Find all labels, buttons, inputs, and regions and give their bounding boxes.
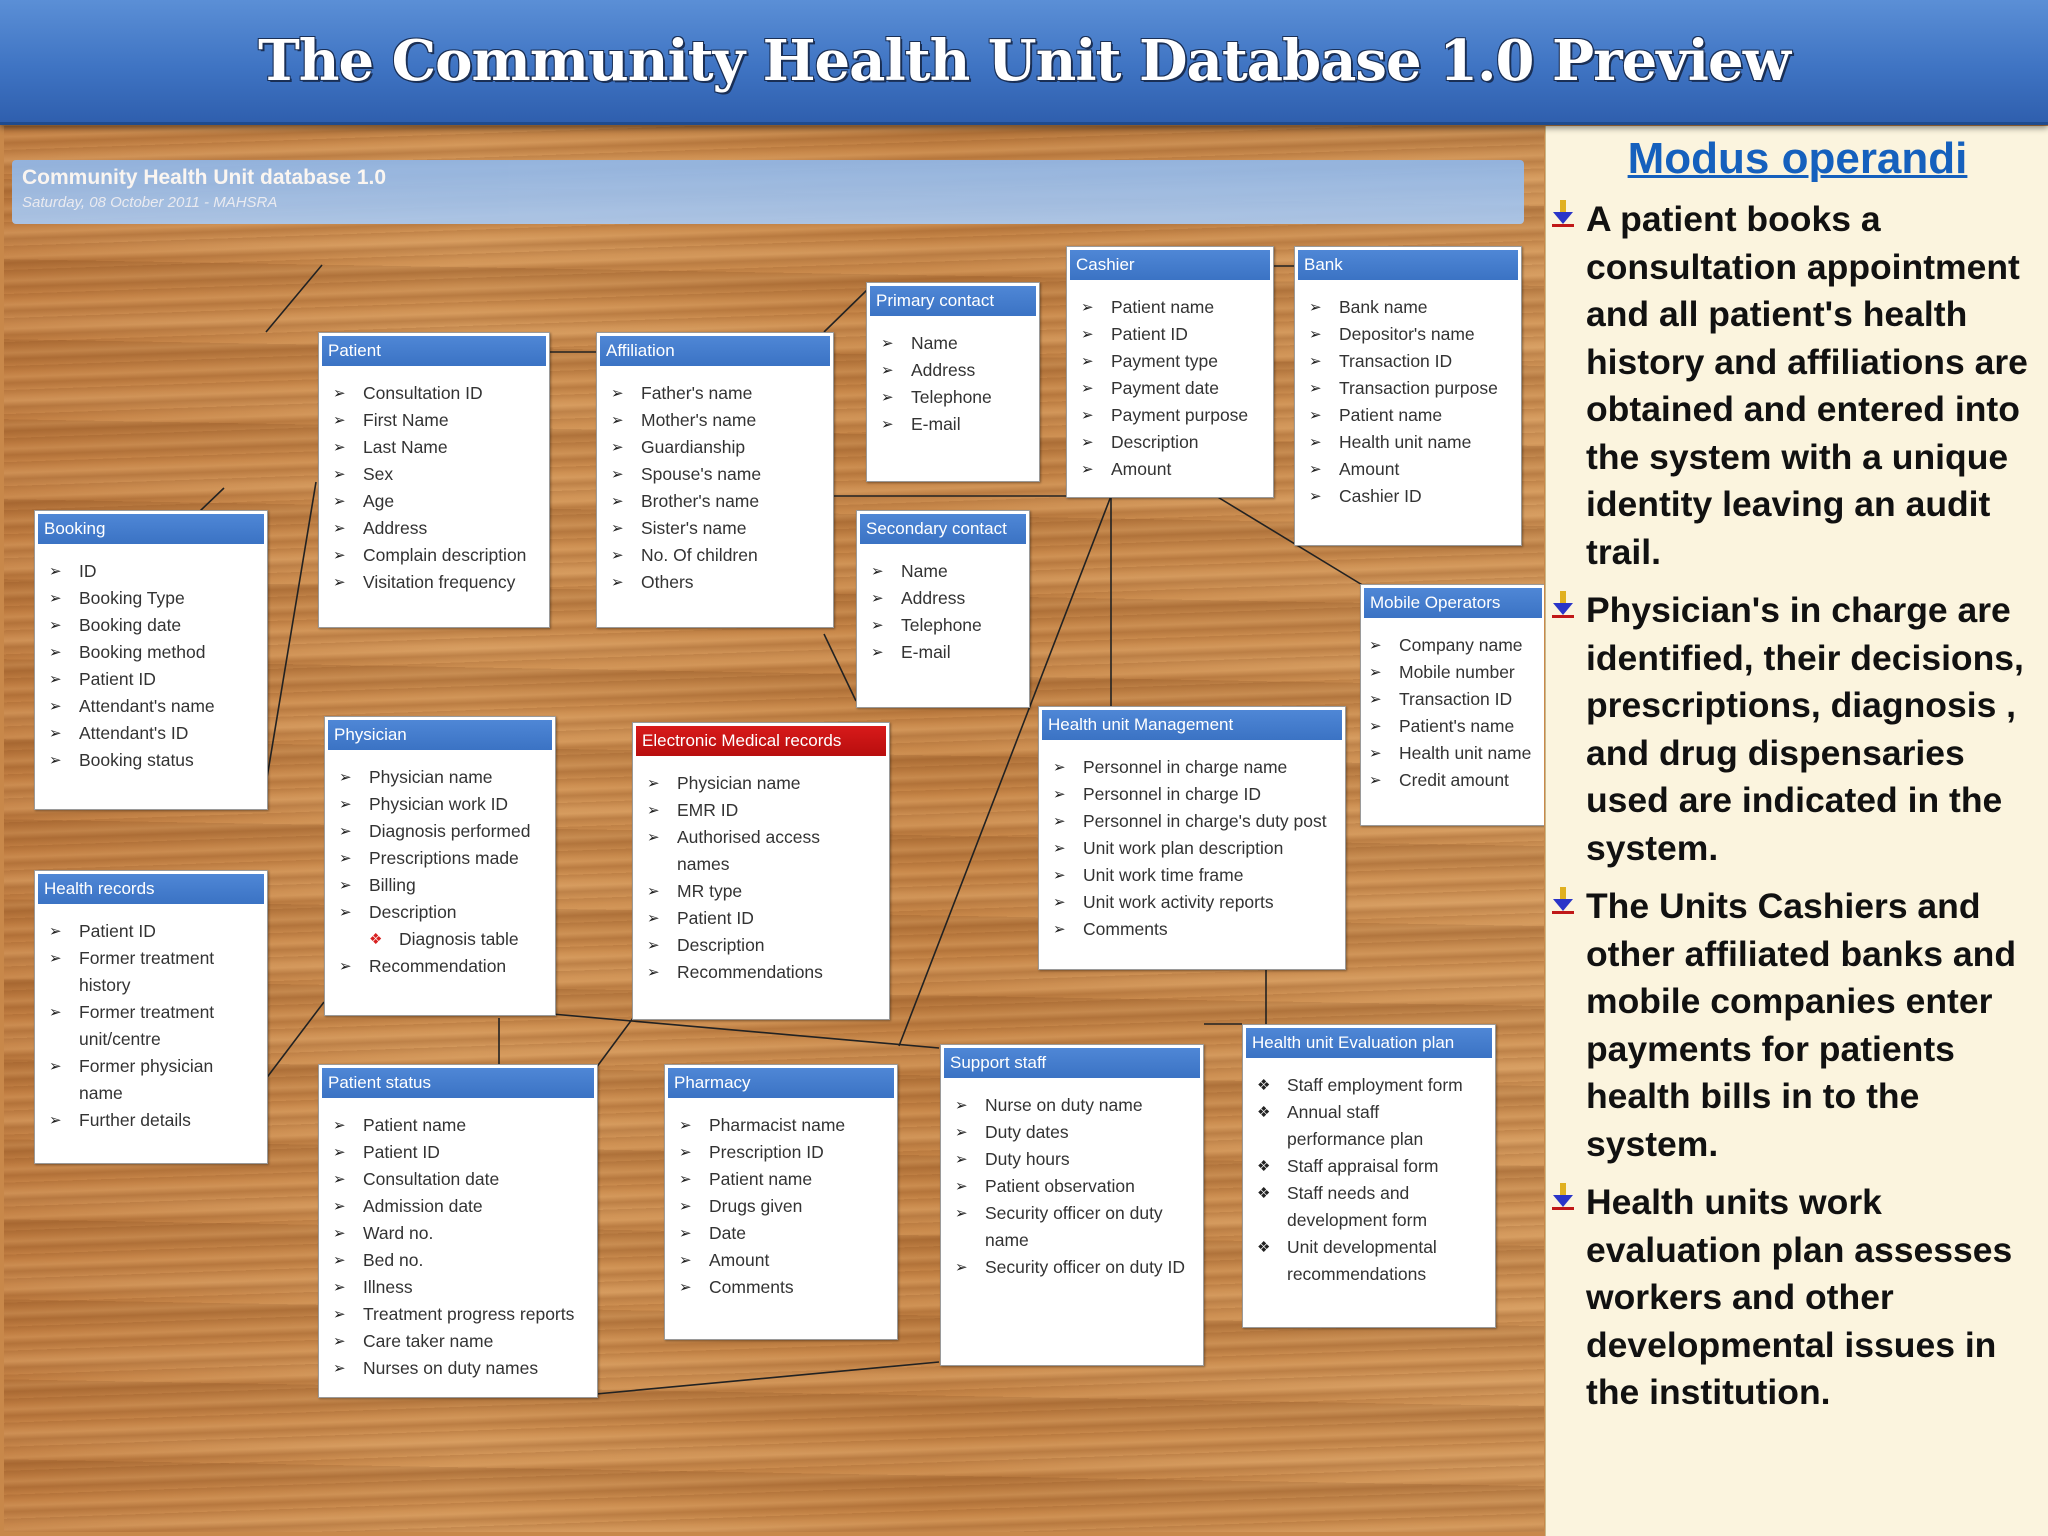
- entity-booking-title: Booking: [38, 514, 264, 544]
- entity-bank-title: Bank: [1298, 250, 1518, 280]
- field: ➢ Ward no.: [333, 1220, 591, 1247]
- field: ➢ Unit work time frame: [1053, 862, 1339, 889]
- field: ➢ Bed no.: [333, 1247, 591, 1274]
- field: ➢ Father's name: [611, 380, 827, 407]
- entity-affiliation: [596, 332, 834, 628]
- field: ➢ Physician work ID: [339, 791, 549, 818]
- link-booking-physician: [200, 488, 224, 511]
- entity-affiliation-title: Affiliation: [600, 336, 830, 366]
- field: ➢ Nurses on duty names: [333, 1355, 591, 1382]
- modus-item: [1546, 1179, 2048, 1417]
- field: ➢ First Name: [333, 407, 543, 434]
- field: ➢ Company name: [1369, 632, 1539, 659]
- field: ➢ Admission date: [333, 1193, 591, 1220]
- field: ➢ Transaction ID: [1369, 686, 1539, 713]
- field: ➢ Others: [611, 569, 827, 596]
- field: ➢ Description: [1081, 429, 1267, 456]
- title-bar: [0, 0, 2048, 125]
- field: ➢ Description: [339, 899, 549, 926]
- field: ➢ Date: [679, 1220, 891, 1247]
- field: ➢ Care taker name: [333, 1328, 591, 1355]
- entity-patient-status: [318, 1064, 598, 1398]
- field: ➢ EMR ID: [647, 797, 883, 824]
- entity-cashier: [1066, 246, 1274, 498]
- field: ➢ Description: [647, 932, 883, 959]
- field: ➢ Patient name: [1309, 402, 1515, 429]
- modus-operandi-heading: Modus operandi: [1627, 134, 1968, 183]
- database-subtitle: Saturday, 08 October 2011 - MAHSRA: [22, 194, 278, 211]
- field: ➢ Booking date: [49, 612, 261, 639]
- link-healthrecords-patient: [262, 482, 316, 808]
- field: ➢ E-mail: [881, 411, 1033, 438]
- field: ➢ Sex: [333, 461, 543, 488]
- field: ➢ Duty hours: [955, 1146, 1197, 1173]
- field: ➢ Patient name: [1081, 294, 1267, 321]
- field: ➢ Prescriptions made: [339, 845, 549, 872]
- entity-electronic-medical-records: [632, 722, 890, 1020]
- link-affiliation-primary: [824, 289, 868, 332]
- field: ➢ Spouse's name: [611, 461, 827, 488]
- field: ➢ Credit amount: [1369, 767, 1539, 794]
- field: ➢ Cashier ID: [1309, 483, 1515, 510]
- field: ➢ Former physician name: [49, 1053, 229, 1107]
- modus-item-text: A patient books a consultation appointment and all patient's health history and affiliations are obtained and entered into the system with a unique identity leaving an audit trail.: [1586, 199, 2028, 572]
- field: ➢ No. Of children: [611, 542, 827, 569]
- field: ➢ Address: [881, 357, 1033, 384]
- field: ➢ Brother's name: [611, 488, 827, 515]
- page-title: The Community Health Unit Database 1.0 Preview: [258, 28, 1790, 94]
- field: ➢ Address: [333, 515, 543, 542]
- field: ➢ Unit work plan description: [1053, 835, 1339, 862]
- field: ➢ Amount: [1309, 456, 1515, 483]
- entity-health-records: [34, 870, 268, 1164]
- field: ➢ Pharmacist name: [679, 1112, 891, 1139]
- modus-item-text: Physician's in charge are identified, their decisions, prescriptions, diagnosis , and drug dispensaries used are indicated in the system.: [1586, 590, 2024, 868]
- field: ❖ Unit developmental recommendations: [1257, 1234, 1467, 1288]
- field: ➢ Treatment progress reports: [333, 1301, 591, 1328]
- field: ➢ Patient ID: [1081, 321, 1267, 348]
- field: ➢ Nurse on duty name: [955, 1092, 1197, 1119]
- field: ➢ Age: [333, 488, 543, 515]
- field: ➢ Patient ID: [333, 1139, 591, 1166]
- field: ➢ Guardianship: [611, 434, 827, 461]
- field: ➢ Personnel in charge's duty post: [1053, 808, 1339, 835]
- field: ➢ Health unit name: [1309, 429, 1515, 456]
- field: ➢ Payment date: [1081, 375, 1267, 402]
- field: ➢ Comments: [1053, 916, 1339, 943]
- field: ➢ Former treatment history: [49, 945, 229, 999]
- link-emr-patientstatus: [596, 1014, 636, 1068]
- field: ➢ Personnel in charge name: [1053, 754, 1339, 781]
- field: ➢ Unit work activity reports: [1053, 889, 1339, 916]
- field: ➢ Depositor's name: [1309, 321, 1515, 348]
- field: ➢ Booking Type: [49, 585, 261, 612]
- field: ➢ Security officer on duty name: [955, 1200, 1185, 1254]
- field: ➢ Amount: [1081, 456, 1267, 483]
- entity-bank: [1294, 246, 1522, 546]
- field: ➢ Drugs given: [679, 1193, 891, 1220]
- field: ➢ Amount: [679, 1247, 891, 1274]
- field: ➢ Transaction ID: [1309, 348, 1515, 375]
- field: ➢ Telephone: [881, 384, 1033, 411]
- field: ➢ Physician name: [339, 764, 549, 791]
- entity-pharmacy: [664, 1064, 898, 1340]
- field: ➢ Patient's name: [1369, 713, 1539, 740]
- link-patientstatus-support: [596, 1362, 939, 1394]
- field: ➢ Attendant's ID: [49, 720, 261, 747]
- field: ➢ Patient ID: [49, 918, 261, 945]
- field: ❖ Staff appraisal form: [1257, 1153, 1489, 1180]
- field: ➢ Name: [871, 558, 1023, 585]
- link-healthrecords-patientstatus: [262, 1002, 324, 1084]
- entity-mobile-operators: [1360, 584, 1544, 826]
- field: ➢ Payment purpose: [1081, 402, 1267, 429]
- field: ➢ Attendant's name: [49, 693, 261, 720]
- down-arrow-bullet-icon: [1552, 591, 1574, 619]
- link-booking-patient: [266, 265, 322, 332]
- field: ➢ Duty dates: [955, 1119, 1197, 1146]
- entity-health-records-title: Health records: [38, 874, 264, 904]
- down-arrow-bullet-icon: [1552, 1183, 1574, 1211]
- field: ➢ Recommendations: [647, 959, 883, 986]
- field: ➢ Health unit name: [1369, 740, 1539, 767]
- entity-secondary-contact-title: Secondary contact: [860, 514, 1026, 544]
- entity-health-unit-management-title: Health unit Management: [1042, 710, 1342, 740]
- entity-health-unit-management: [1038, 706, 1346, 970]
- field: ➢ Consultation date: [333, 1166, 591, 1193]
- entity-evaluation-plan-title: Health unit Evaluation plan: [1246, 1028, 1492, 1058]
- field: ➢ Diagnosis performed: [339, 818, 549, 845]
- field: ➢ Security officer on duty ID: [955, 1254, 1197, 1281]
- diagram-canvas: [4, 126, 1544, 1532]
- link-affiliation-secondary: [824, 634, 856, 701]
- entity-physician-title: Physician: [328, 720, 552, 750]
- entity-patient-title: Patient: [322, 336, 546, 366]
- entity-booking: [34, 510, 268, 810]
- modus-item-text: Health units work evaluation plan assesses workers and other developmental issues in the institution.: [1586, 1182, 2013, 1412]
- field: ➢ Mobile number: [1369, 659, 1539, 686]
- down-arrow-bullet-icon: [1552, 887, 1574, 915]
- field: ➢ Complain description: [333, 542, 543, 569]
- field: ➢ Booking status: [49, 747, 261, 774]
- field: ➢ Telephone: [871, 612, 1023, 639]
- field: ➢ Authorised access names: [647, 824, 837, 878]
- field: ➢ Consultation ID: [333, 380, 543, 407]
- field: ❖ Annual staff performance plan: [1257, 1099, 1467, 1153]
- field: ➢ Payment type: [1081, 348, 1267, 375]
- modus-operandi-panel: [1545, 126, 2048, 1536]
- field: ➢ Comments: [679, 1274, 891, 1301]
- field: ❖ Diagnosis table: [339, 926, 549, 953]
- database-name: Community Health Unit database 1.0: [22, 166, 387, 189]
- entity-patient-status-title: Patient status: [322, 1068, 594, 1098]
- field: ➢ Billing: [339, 872, 549, 899]
- field: ➢ Personnel in charge ID: [1053, 781, 1339, 808]
- field: ➢ Booking method: [49, 639, 261, 666]
- field: ➢ Transaction purpose: [1309, 375, 1515, 402]
- entity-mobile-operators-title: Mobile Operators: [1364, 588, 1542, 618]
- entity-primary-contact: [866, 282, 1040, 482]
- entity-primary-contact-title: Primary contact: [870, 286, 1036, 316]
- entity-cashier-title: Cashier: [1070, 250, 1270, 280]
- entity-patient: [318, 332, 550, 628]
- field: ➢ Address: [871, 585, 1023, 612]
- entity-pharmacy-title: Pharmacy: [668, 1068, 894, 1098]
- field: ➢ Name: [881, 330, 1033, 357]
- field: ➢ Prescription ID: [679, 1139, 891, 1166]
- entity-physician: [324, 716, 556, 1016]
- field: ➢ Patient ID: [647, 905, 883, 932]
- entity-support-staff-title: Support staff: [944, 1048, 1200, 1078]
- down-arrow-bullet-icon: [1552, 200, 1574, 228]
- field: ➢ Illness: [333, 1274, 591, 1301]
- field: ❖ Staff needs and development form: [1257, 1180, 1467, 1234]
- field: ➢ ID: [49, 558, 261, 585]
- field: ➢ Bank name: [1309, 294, 1515, 321]
- entity-health-unit-evaluation-plan: [1242, 1024, 1496, 1328]
- field: ➢ MR type: [647, 878, 883, 905]
- entity-support-staff: [940, 1044, 1204, 1366]
- field: ➢ Recommendation: [339, 953, 549, 980]
- field: ➢ Patient name: [333, 1112, 591, 1139]
- modus-item-text: The Units Cashiers and other affiliated banks and mobile companies enter payments for patients health bills in to the system.: [1586, 886, 2017, 1164]
- modus-item: [1546, 883, 2048, 1168]
- entity-secondary-contact: [856, 510, 1030, 708]
- field: ➢ Patient ID: [49, 666, 261, 693]
- field: ➢ Patient observation: [955, 1173, 1197, 1200]
- field: ➢ Further details: [49, 1107, 261, 1134]
- entity-emr-title: Electronic Medical records: [636, 726, 886, 756]
- field: ➢ E-mail: [871, 639, 1023, 666]
- modus-item: [1546, 587, 2048, 872]
- field: ➢ Sister's name: [611, 515, 827, 542]
- field: ➢ Mother's name: [611, 407, 827, 434]
- field: ➢ Physician name: [647, 770, 883, 797]
- field: ❖ Staff employment form: [1257, 1072, 1489, 1099]
- field: ➢ Patient name: [679, 1166, 891, 1193]
- field: ➢ Former treatment unit/centre: [49, 999, 229, 1053]
- modus-item: [1546, 196, 2048, 576]
- field: ➢ Visitation frequency: [333, 569, 543, 596]
- field: ➢ Last Name: [333, 434, 543, 461]
